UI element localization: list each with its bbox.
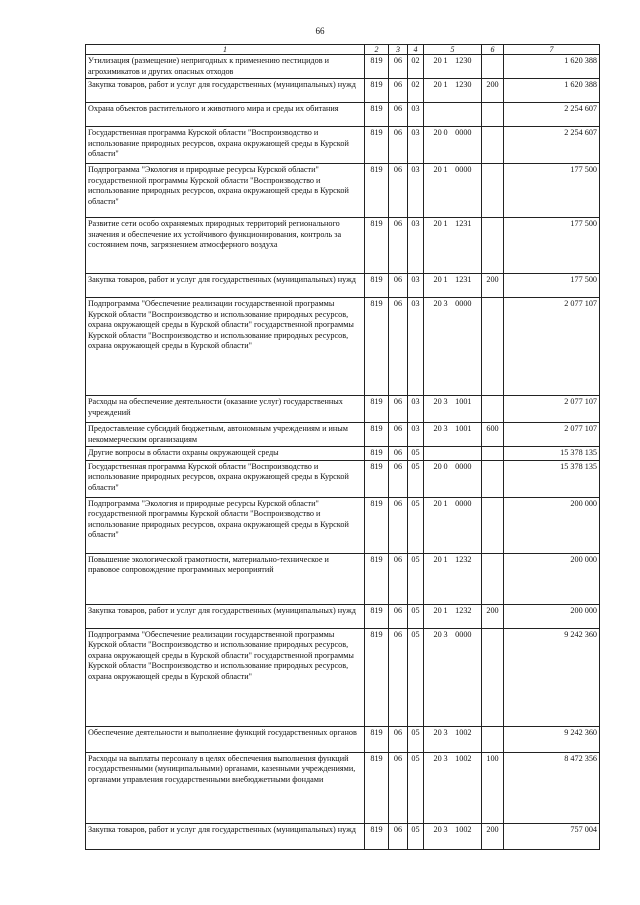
table-row — [86, 752, 600, 823]
target-article-part: 1 — [443, 275, 448, 284]
column-number-row — [86, 45, 600, 55]
row-name: Государственная программа Курской области "Воспроизводство и использование природных ресурсов, охрана окружающей среды в Курской области" — [86, 460, 365, 497]
row-expense-type — [482, 218, 504, 274]
target-article-code — [434, 56, 472, 67]
row-amount: 9 242 360 — [504, 628, 600, 726]
row-section-code: 06 — [389, 553, 408, 604]
row-amount: 2 254 607 — [504, 103, 600, 127]
target-article-part: 20 — [433, 629, 442, 639]
row-subsection-code: 05 — [408, 752, 424, 823]
row-expense-type — [482, 726, 504, 752]
table-row — [86, 103, 600, 127]
target-article-part: 3 — [443, 397, 448, 406]
row-section-code: 06 — [389, 823, 408, 849]
target-article-code — [434, 80, 472, 91]
target-article-code — [434, 754, 472, 765]
row-grbs-code: 819 — [365, 55, 389, 79]
row-expense-type — [482, 298, 504, 396]
row-section-code: 06 — [389, 218, 408, 274]
target-article-part: 20 — [433, 753, 442, 763]
row-subsection-code: 05 — [408, 447, 424, 461]
row-amount: 200 000 — [504, 497, 600, 553]
target-article-part: 1002 — [455, 753, 472, 763]
row-expense-type — [482, 127, 504, 164]
row-expense-type: 200 — [482, 823, 504, 849]
row-grbs-code: 819 — [365, 497, 389, 553]
target-article-part: 20 — [433, 219, 442, 228]
table-row — [86, 298, 600, 396]
target-article-part: 1 — [443, 605, 448, 615]
target-article-part: 1001 — [455, 424, 472, 433]
row-amount: 15 378 135 — [504, 447, 600, 461]
row-expense-type — [482, 103, 504, 127]
row-target-article — [424, 274, 482, 298]
target-article-part: 20 — [433, 424, 442, 433]
target-article-part: 20 — [433, 128, 442, 137]
row-subsection-code: 05 — [408, 497, 424, 553]
row-amount: 177 500 — [504, 218, 600, 274]
col-header-4: 4 — [408, 45, 424, 55]
target-article-code — [434, 462, 472, 473]
row-target-article — [424, 752, 482, 823]
col-header-1: 1 — [86, 45, 365, 55]
row-section-code: 06 — [389, 274, 408, 298]
target-article-part: 1230 — [455, 56, 472, 65]
row-section-code: 06 — [389, 497, 408, 553]
row-target-article — [424, 55, 482, 79]
row-amount: 177 500 — [504, 274, 600, 298]
row-grbs-code: 819 — [365, 553, 389, 604]
col-header-3: 3 — [389, 45, 408, 55]
row-amount: 2 077 107 — [504, 423, 600, 447]
table-row — [86, 127, 600, 164]
row-name: Подпрограмма "Обеспечение реализации государственной программы Курской области "Воспроизводство и использование природных ресурсов, охрана окружающей среды в Курской области" государственной программы Курской области "Воспроизводство и использование природных ресурсов, охрана окружающей среды в Курской области" — [86, 298, 365, 396]
row-section-code: 06 — [389, 103, 408, 127]
row-name: Закупка товаров, работ и услуг для государственных (муниципальных) нужд — [86, 79, 365, 103]
row-grbs-code: 819 — [365, 274, 389, 298]
target-article-code — [434, 299, 472, 310]
row-subsection-code: 03 — [408, 164, 424, 218]
row-section-code: 06 — [389, 127, 408, 164]
table-row — [86, 628, 600, 726]
row-section-code: 06 — [389, 752, 408, 823]
target-article-part: 0000 — [455, 629, 472, 639]
row-expense-type — [482, 628, 504, 726]
target-article-part: 1002 — [455, 824, 472, 834]
target-article-part: 20 — [433, 824, 442, 834]
target-article-code — [434, 424, 472, 435]
row-expense-type: 100 — [482, 752, 504, 823]
target-article-part: 0000 — [455, 128, 472, 137]
row-grbs-code: 819 — [365, 127, 389, 164]
row-expense-type: 600 — [482, 423, 504, 447]
target-article-part: 1002 — [455, 727, 472, 737]
target-article-part: 20 — [433, 56, 442, 65]
target-article-code — [434, 825, 472, 836]
row-name: Другие вопросы в области охраны окружающей среды — [86, 447, 365, 461]
col-header-5: 5 — [424, 45, 482, 55]
row-amount: 200 000 — [504, 604, 600, 628]
col-header-7: 7 — [504, 45, 600, 55]
row-section-code: 06 — [389, 460, 408, 497]
row-section-code: 06 — [389, 298, 408, 396]
row-name: Развитие сети особо охраняемых природных территорий регионального значения и обеспечение их устойчивого функционирования, контроль за состоянием почв, загрязнением атмосферного воздуха — [86, 218, 365, 274]
row-amount: 15 378 135 — [504, 460, 600, 497]
row-grbs-code: 819 — [365, 396, 389, 423]
row-name: Государственная программа Курской области "Воспроизводство и использование природных ресурсов, охрана окружающей среды в Курской области" — [86, 127, 365, 164]
row-amount: 2 254 607 — [504, 127, 600, 164]
target-article-part: 1232 — [455, 605, 472, 615]
row-target-article — [424, 79, 482, 103]
row-amount: 8 472 356 — [504, 752, 600, 823]
target-article-part: 1 — [443, 219, 448, 228]
row-grbs-code: 819 — [365, 423, 389, 447]
table-row — [86, 396, 600, 423]
row-subsection-code: 03 — [408, 218, 424, 274]
row-amount: 1 620 388 — [504, 55, 600, 79]
target-article-part: 3 — [443, 753, 448, 763]
row-target-article — [424, 423, 482, 447]
budget-table — [85, 44, 600, 850]
target-article-code — [434, 499, 472, 510]
row-target-article — [424, 604, 482, 628]
row-amount: 9 242 360 — [504, 726, 600, 752]
row-subsection-code: 03 — [408, 298, 424, 396]
target-article-code — [434, 728, 472, 739]
col-header-2: 2 — [365, 45, 389, 55]
table-row — [86, 447, 600, 461]
table-row — [86, 553, 600, 604]
target-article-part: 3 — [443, 727, 448, 737]
row-target-article — [424, 164, 482, 218]
row-target-article — [424, 823, 482, 849]
row-target-article — [424, 726, 482, 752]
target-article-part: 1232 — [455, 554, 472, 564]
target-article-part: 0000 — [455, 299, 472, 308]
target-article-part: 20 — [433, 554, 442, 564]
row-target-article — [424, 396, 482, 423]
row-expense-type — [482, 497, 504, 553]
row-name: Подпрограмма "Экология и природные ресурсы Курской области" государственной программы Курской области "Воспроизводство и использование природных ресурсов, охрана окружающей среды в Курской области" — [86, 164, 365, 218]
row-subsection-code: 03 — [408, 274, 424, 298]
row-name: Утилизация (размещение) непригодных к применению пестицидов и агрохимикатов и других опасных отходов — [86, 55, 365, 79]
row-amount: 2 077 107 — [504, 298, 600, 396]
target-article-part: 1230 — [455, 80, 472, 89]
row-amount: 200 000 — [504, 553, 600, 604]
target-article-part: 1231 — [455, 219, 472, 228]
row-expense-type — [482, 447, 504, 461]
row-subsection-code: 05 — [408, 726, 424, 752]
target-article-part: 20 — [433, 498, 442, 508]
row-subsection-code: 02 — [408, 79, 424, 103]
row-grbs-code: 819 — [365, 752, 389, 823]
row-subsection-code: 03 — [408, 423, 424, 447]
row-name: Подпрограмма "Обеспечение реализации государственной программы Курской области "Воспроизводство и использование природных ресурсов, охрана окружающей среды в Курской области" государственной программы Курской области "Воспроизводство и использование природных ресурсов, охрана окружающей среды в Курской области" — [86, 628, 365, 726]
table-row — [86, 497, 600, 553]
target-article-code — [434, 128, 472, 139]
row-section-code: 06 — [389, 79, 408, 103]
row-section-code: 06 — [389, 604, 408, 628]
table-row — [86, 218, 600, 274]
row-grbs-code: 819 — [365, 79, 389, 103]
row-grbs-code: 819 — [365, 726, 389, 752]
row-section-code: 06 — [389, 628, 408, 726]
target-article-part: 1001 — [455, 397, 472, 406]
row-subsection-code: 03 — [408, 396, 424, 423]
row-target-article — [424, 447, 482, 461]
row-name: Подпрограмма "Экология и природные ресурсы Курской области" государственной программы Курской области "Воспроизводство и использование природных ресурсов, охрана окружающей среды в Курской области" — [86, 497, 365, 553]
target-article-part: 1 — [443, 554, 448, 564]
row-expense-type: 200 — [482, 79, 504, 103]
row-section-code: 06 — [389, 726, 408, 752]
row-subsection-code: 05 — [408, 460, 424, 497]
row-target-article — [424, 553, 482, 604]
target-article-code — [434, 397, 472, 408]
row-name: Закупка товаров, работ и услуг для государственных (муниципальных) нужд — [86, 823, 365, 849]
table-row — [86, 823, 600, 849]
row-amount: 1 620 388 — [504, 79, 600, 103]
target-article-code — [434, 630, 472, 641]
target-article-part: 1231 — [455, 275, 472, 284]
target-article-code — [434, 606, 472, 617]
row-subsection-code: 05 — [408, 553, 424, 604]
target-article-code — [434, 275, 472, 286]
target-article-part: 3 — [443, 629, 448, 639]
target-article-code — [434, 555, 472, 566]
target-article-code — [434, 104, 472, 115]
row-subsection-code: 05 — [408, 604, 424, 628]
row-subsection-code: 03 — [408, 103, 424, 127]
target-article-part: 1 — [443, 56, 448, 65]
target-article-part: 1 — [443, 165, 448, 174]
table-row — [86, 164, 600, 218]
row-amount: 177 500 — [504, 164, 600, 218]
row-name: Расходы на обеспечение деятельности (оказание услуг) государственных учреждений — [86, 396, 365, 423]
row-grbs-code: 819 — [365, 628, 389, 726]
row-name: Закупка товаров, работ и услуг для государственных (муниципальных) нужд — [86, 604, 365, 628]
page-number: 66 — [315, 26, 325, 36]
row-target-article — [424, 628, 482, 726]
target-article-part: 1 — [443, 80, 448, 89]
table-row — [86, 423, 600, 447]
table-row — [86, 604, 600, 628]
row-section-code: 06 — [389, 396, 408, 423]
target-article-part: 0 — [443, 461, 448, 471]
target-article-part: 20 — [433, 80, 442, 89]
row-expense-type: 200 — [482, 604, 504, 628]
row-expense-type — [482, 55, 504, 79]
table-row — [86, 726, 600, 752]
row-section-code: 06 — [389, 164, 408, 218]
target-article-part: 20 — [433, 727, 442, 737]
row-name: Закупка товаров, работ и услуг для государственных (муниципальных) нужд — [86, 274, 365, 298]
row-target-article — [424, 103, 482, 127]
table-row — [86, 274, 600, 298]
target-article-part: 20 — [433, 299, 442, 308]
row-target-article — [424, 218, 482, 274]
row-grbs-code: 819 — [365, 164, 389, 218]
table-row — [86, 55, 600, 79]
row-subsection-code: 05 — [408, 823, 424, 849]
row-expense-type — [482, 460, 504, 497]
row-expense-type — [482, 164, 504, 218]
row-grbs-code: 819 — [365, 460, 389, 497]
row-target-article — [424, 127, 482, 164]
row-grbs-code: 819 — [365, 447, 389, 461]
row-expense-type: 200 — [482, 274, 504, 298]
row-target-article — [424, 460, 482, 497]
target-article-part: 0000 — [455, 165, 472, 174]
table-row — [86, 460, 600, 497]
row-grbs-code: 819 — [365, 823, 389, 849]
row-name: Обеспечение деятельности и выполнение функций государственных органов — [86, 726, 365, 752]
target-article-part: 0000 — [455, 461, 472, 471]
row-expense-type — [482, 553, 504, 604]
row-subsection-code: 02 — [408, 55, 424, 79]
row-name: Охрана объектов растительного и животного мира и среды их обитания — [86, 103, 365, 127]
row-name: Повышение экологической грамотности, материально-техническое и правовое сопровождение программных мероприятий — [86, 553, 365, 604]
target-article-part: 0000 — [455, 498, 472, 508]
target-article-code — [434, 165, 472, 176]
row-grbs-code: 819 — [365, 604, 389, 628]
row-grbs-code: 819 — [365, 103, 389, 127]
row-amount: 2 077 107 — [504, 396, 600, 423]
col-header-6: 6 — [482, 45, 504, 55]
target-article-code — [434, 219, 472, 230]
table-row — [86, 79, 600, 103]
row-subsection-code: 03 — [408, 127, 424, 164]
row-expense-type — [482, 396, 504, 423]
row-subsection-code: 05 — [408, 628, 424, 726]
target-article-part: 3 — [443, 824, 448, 834]
target-article-part: 1 — [443, 498, 448, 508]
target-article-part: 20 — [433, 165, 442, 174]
row-section-code: 06 — [389, 447, 408, 461]
target-article-part: 20 — [433, 397, 442, 406]
row-name: Предоставление субсидий бюджетным, автономным учреждениям и иным некоммерческим организациям — [86, 423, 365, 447]
row-grbs-code: 819 — [365, 218, 389, 274]
target-article-part: 3 — [443, 299, 448, 308]
row-name: Расходы на выплаты персоналу в целях обеспечения выполнения функций государственными (муниципальными) органами, казенными учреждениями, органами управления государственными внебюджетными фондами — [86, 752, 365, 823]
target-article-part: 20 — [433, 461, 442, 471]
target-article-part: 20 — [433, 275, 442, 284]
target-article-part: 0 — [443, 128, 448, 137]
row-section-code: 06 — [389, 55, 408, 79]
row-grbs-code: 819 — [365, 298, 389, 396]
target-article-part: 3 — [443, 424, 448, 433]
target-article-code — [434, 448, 472, 459]
row-target-article — [424, 298, 482, 396]
target-article-part: 20 — [433, 605, 442, 615]
row-amount: 757 004 — [504, 823, 600, 849]
row-target-article — [424, 497, 482, 553]
row-section-code: 06 — [389, 423, 408, 447]
